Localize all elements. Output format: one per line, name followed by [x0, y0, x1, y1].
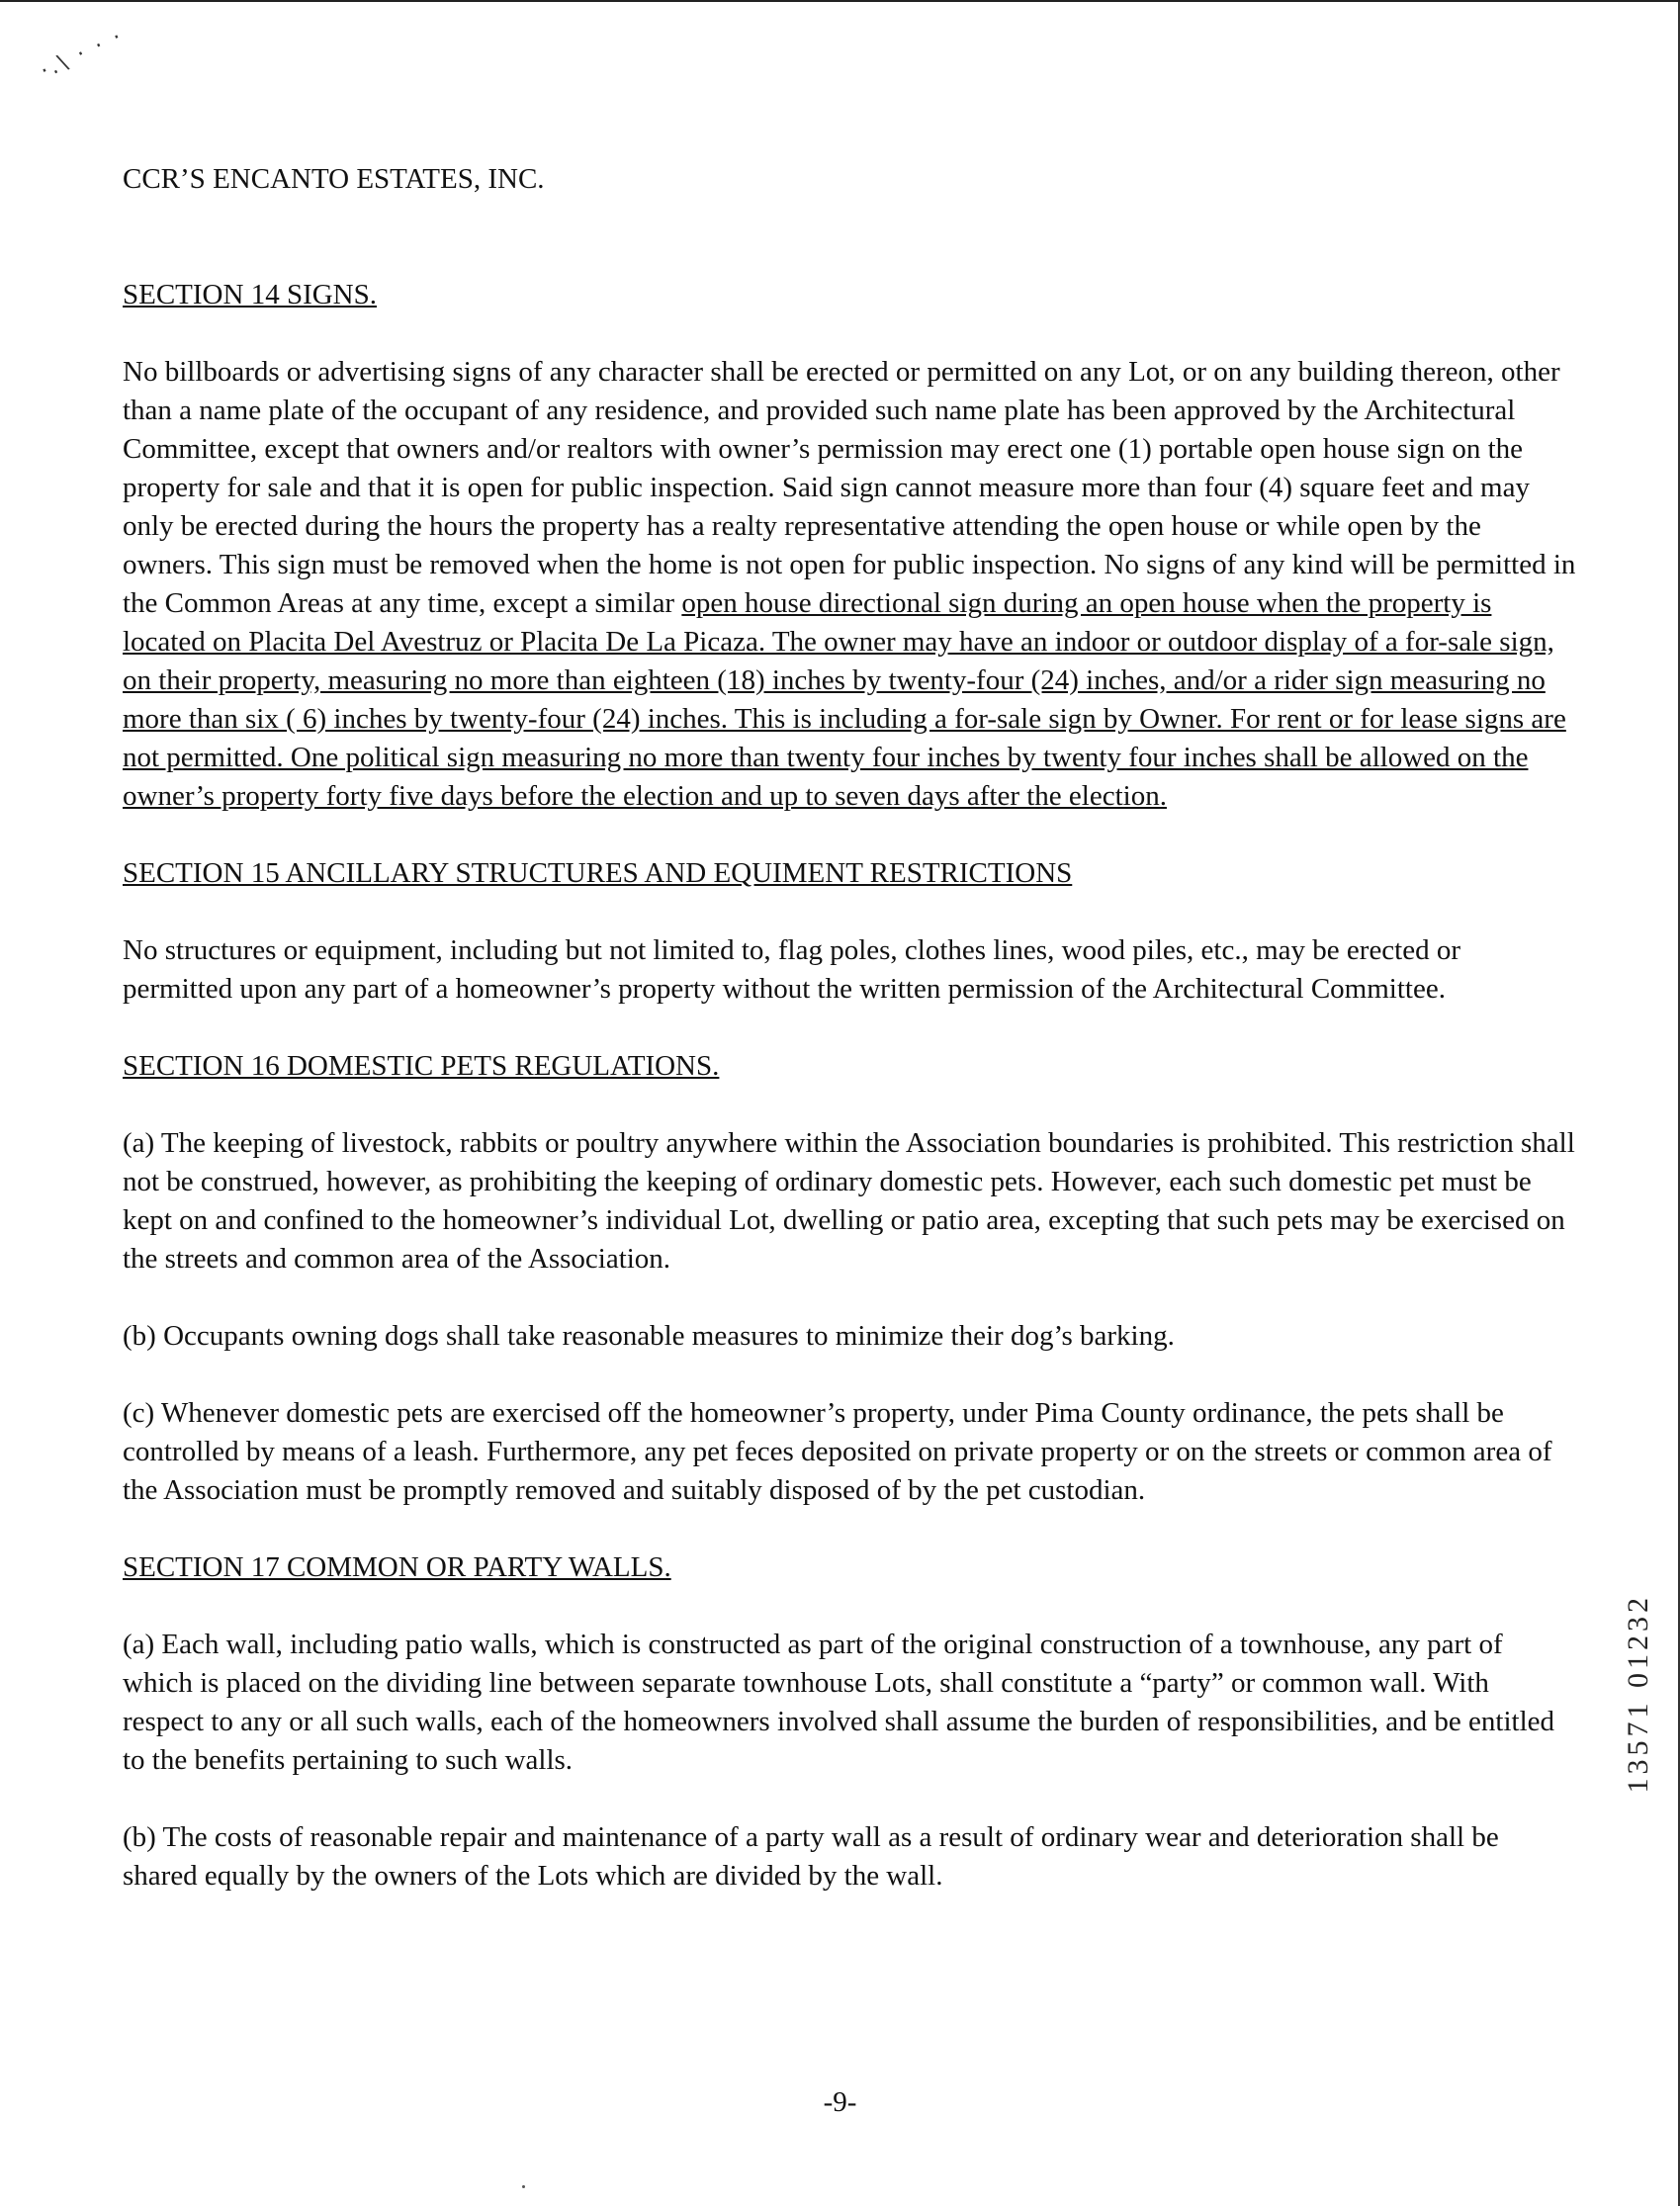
section-16-para-c: (c) Whenever domestic pets are exercised off the homeowner’s property, under Pima County ordinance, the pets shall be controlled by means of a leash. Furthermore, any pet feces deposited on private property or on the streets or common area of the Association must be promptly removed and suitably disposed of by the pet custodian. — [123, 1397, 1552, 1506]
scan-speck — [522, 2185, 525, 2188]
section-17-heading: SECTION 17 COMMON OR PARTY WALLS. — [123, 1551, 671, 1583]
section-17-para-b: (b) The costs of reasonable repair and maintenance of a party wall as a result of ordinary wear and deterioration shall be shared equally by the owners of the Lots which are divided by the wall. — [123, 1821, 1499, 1892]
side-document-number: 13571 01232 — [1622, 1594, 1654, 1794]
section-14-text-underlined: open house directional sign during an open house when the property is located on Placita Del Avestruz or Placita De La Picaza. The owner may have an indoor or outdoor display of a for-sale sign, on their property, measuring no more than eighteen (18) inches by twenty-four (24) inches, and/or a rider sign measuring no more than six ( 6) inches by twenty-four (24) inches. This is including a for-sale sign by Owner. For rent or for lease signs are not permitted. One political sign measuring no more than twenty four inches by twenty four inches shall be allowed on the owner’s property forty five days before the election and up to seven days after the election. — [123, 587, 1566, 812]
section-14-text-plain: No billboards or advertising signs of any character shall be erected or permitted on any Lot, or on any building thereon, other than a name plate of the occupant of any residence, and provided such name plate has been approved by the Architectural Committee, except that owners and/or realtors with owner’s permission may erect one (1) portable open house sign on the property for sale and that it is open for public inspection. Said sign cannot measure more than four (4) square feet and may only be erected during the hours the property has a realty representative attending the open house or while open by the owners. This sign must be removed when the home is not open for public inspection. No signs of any kind will be permitted in the Common Areas at any time, except a similar — [123, 356, 1576, 619]
section-16-para-a: (a) The keeping of livestock, rabbits or poultry anywhere within the Association boundaries is prohibited. This restriction shall not be construed, however, as prohibiting the keeping of ordinary domestic pets. However, each such domestic pet must be kept on and confined to the homeowner’s individual Lot, dwelling or patio area, excepting that such pets may be exercised on the streets and common area of the Association. — [123, 1127, 1575, 1275]
scan-mark: ·.\ · · · — [36, 24, 129, 84]
section-14-heading: SECTION 14 SIGNS. — [123, 279, 377, 310]
section-17-para-a: (a) Each wall, including patio walls, which is constructed as part of the original construction of a townhouse, any part of which is placed on the dividing line between separate townhouse Lots, shall constitute a “party” or common wall. With respect to any or all such walls, each of the homeowners involved shall assume the burden of responsibilities, and be entitled to the benefits pertaining to such walls. — [123, 1629, 1555, 1776]
section-15-text: No structures or equipment, including but not limited to, flag poles, clothes lines, wood piles, etc., may be erected or permitted upon any part of a homeowner’s property without the written permission of the Architectural Committee. — [123, 934, 1461, 1005]
page-number: -9- — [823, 2086, 857, 2118]
document-header: CCR’S ENCANTO ESTATES, INC. — [123, 163, 545, 195]
document-body — [123, 160, 1576, 1896]
section-16-para-b: (b) Occupants owning dogs shall take reasonable measures to minimize their dog’s barking. — [123, 1320, 1175, 1352]
section-15-heading: SECTION 15 ANCILLARY STRUCTURES AND EQUIMENT RESTRICTIONS — [123, 857, 1073, 889]
section-16-heading: SECTION 16 DOMESTIC PETS REGULATIONS. — [123, 1050, 720, 1082]
section-14-text — [123, 353, 1576, 816]
